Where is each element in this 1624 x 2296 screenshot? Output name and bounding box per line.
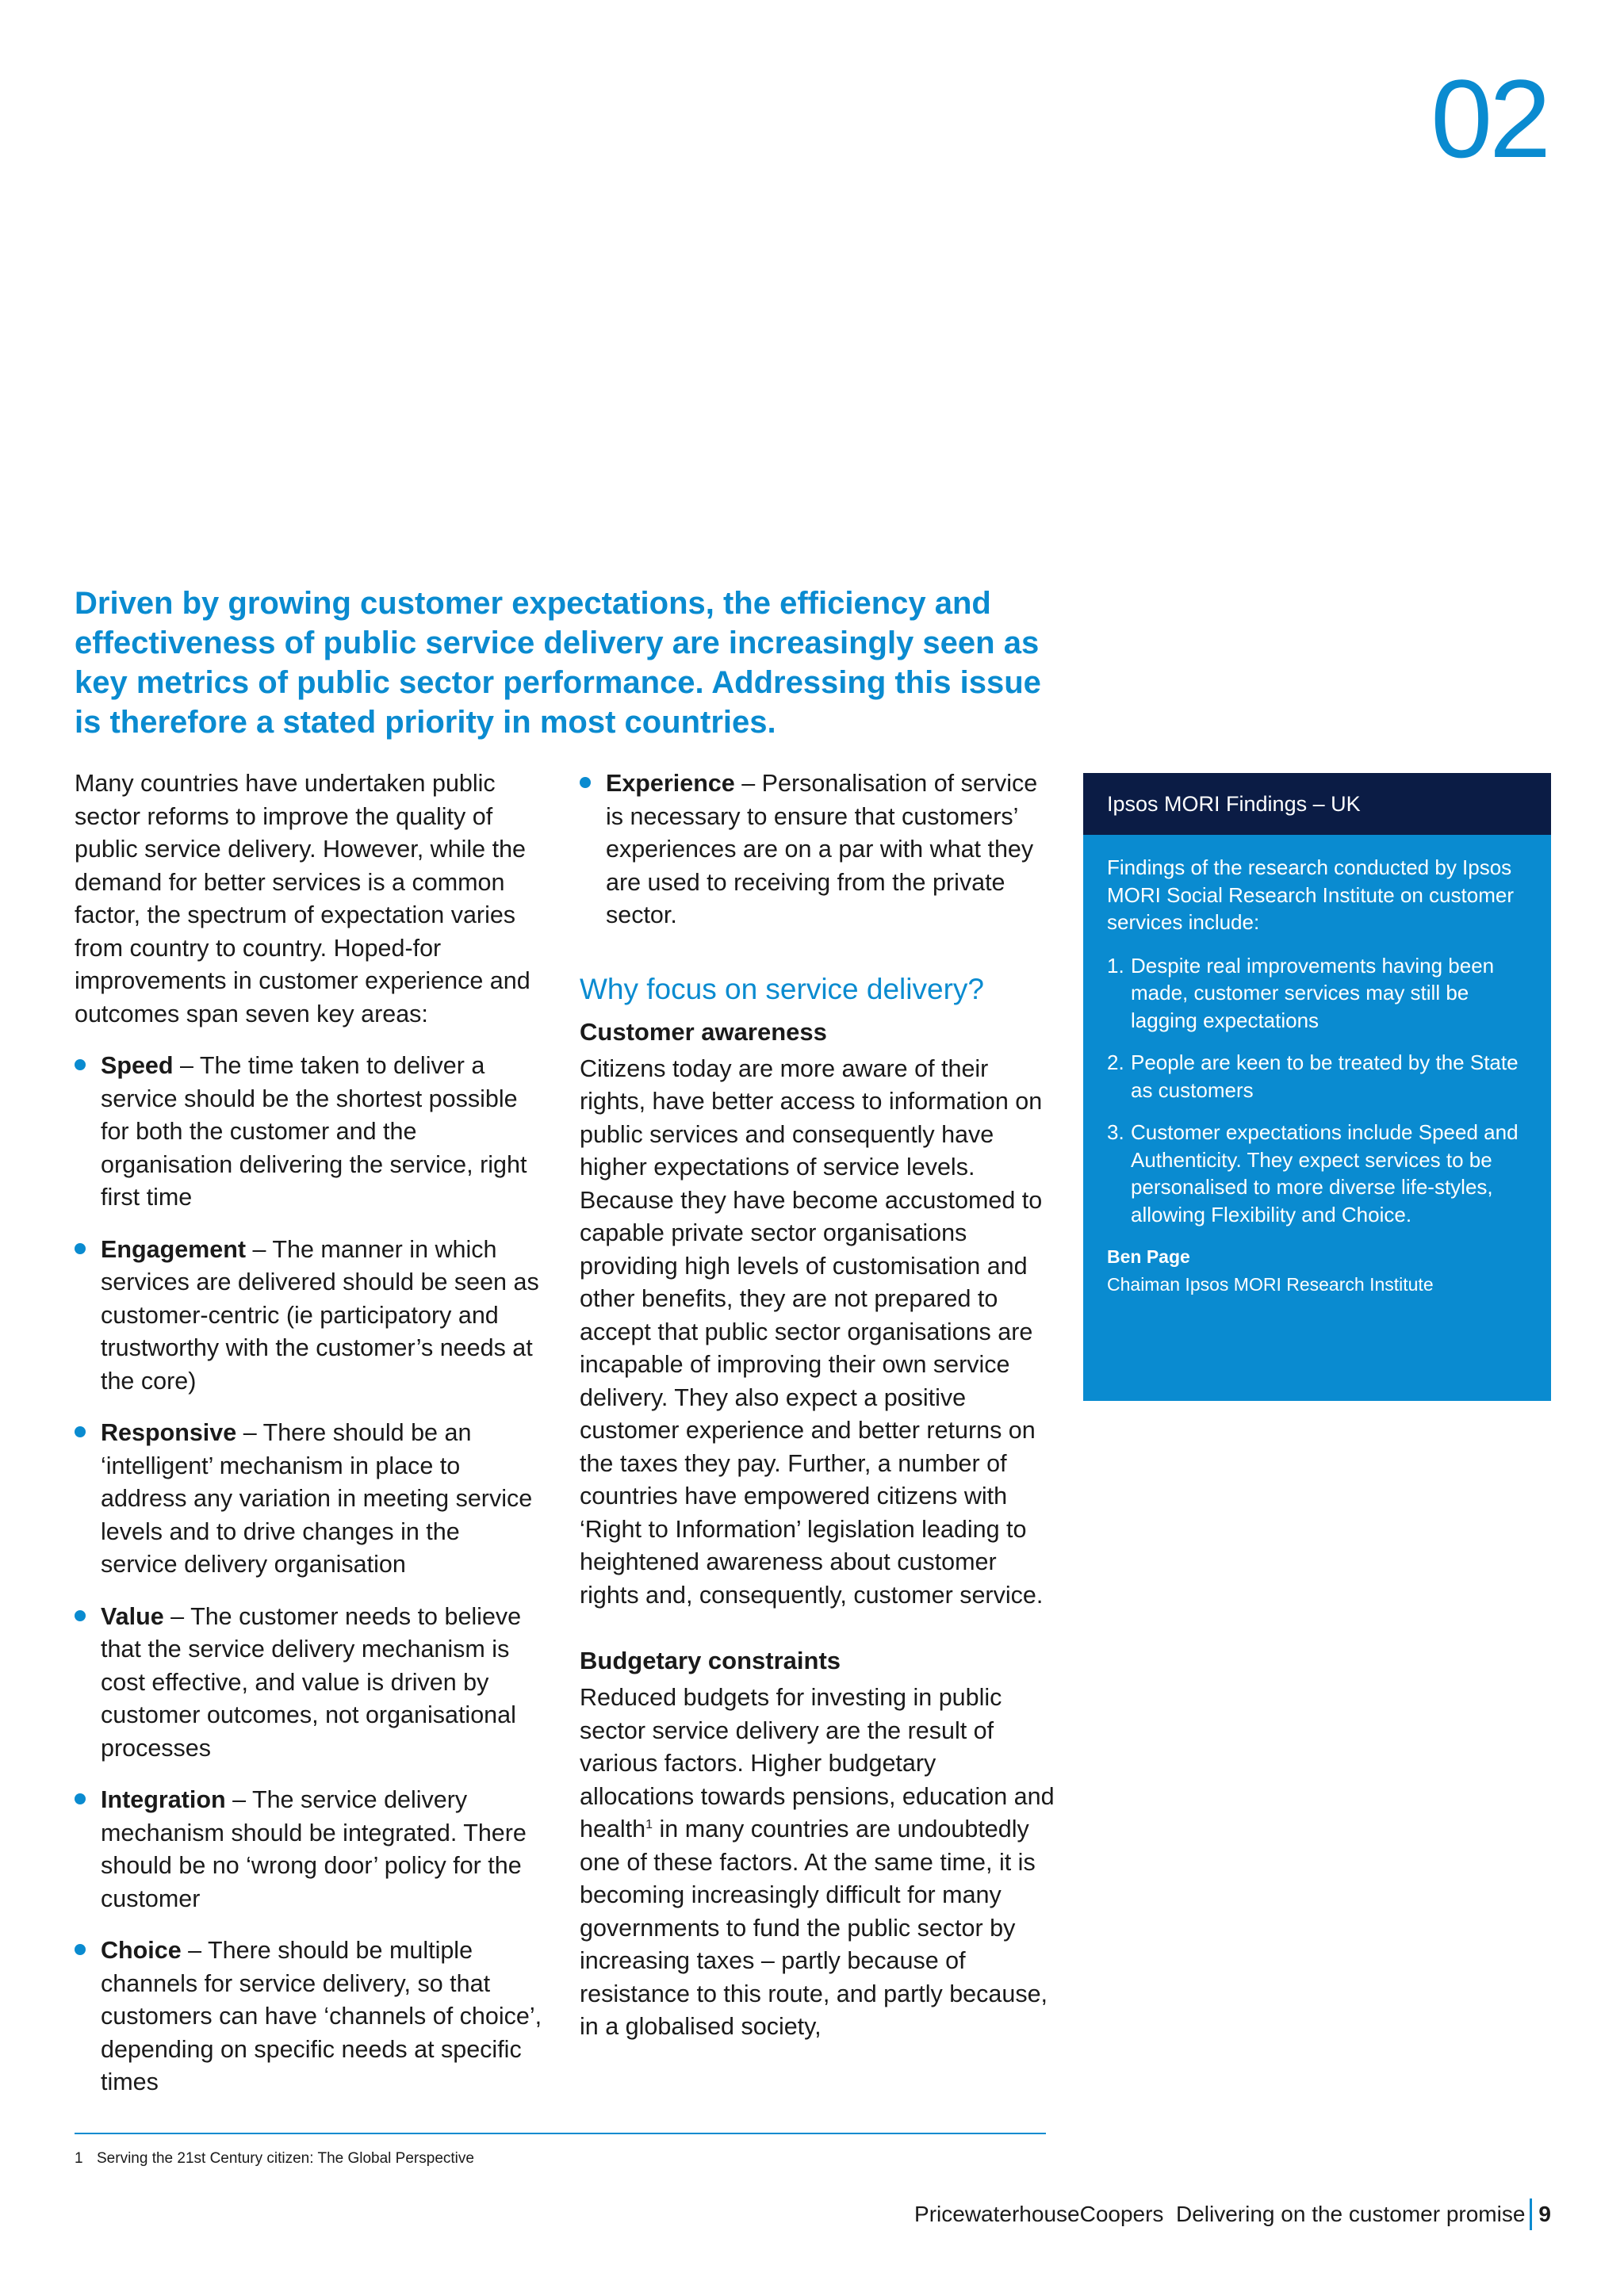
subheading-customer-awareness: Customer awareness bbox=[580, 1017, 827, 1046]
budgetary-text-start: Reduced budgets for investing in public sector service delivery are the result of various factors. Higher budgetary allocations towards pensions, education and health bbox=[580, 1684, 1055, 1843]
bullet-text: – There should be an ‘intelligent’ mechanism in place to address any variation in meeting service levels and to drive changes in the service delivery organisation bbox=[101, 1419, 533, 1578]
customer-awareness-paragraph: Citizens today are more aware of their rights, have better access to information on public services and consequently have higher expectations of service levels. Because they have become accustomed to capable private sector organisations providing high levels of customisation and other benefits, they are not prepared to accept that public sector organisations are incapable of improving their own service delivery. They also expect a positive customer experience and better returns on the taxes they pay. Further, a number of countries have empowered citizens with ‘Right to Information’ legislation leading to heightened awareness about customer rights and, consequently, customer service. bbox=[580, 1054, 1044, 1609]
list-item-integration bbox=[75, 1784, 542, 1915]
sidebar-intro: Findings of the research conducted by Ipsos MORI Social Research Institute on customer services include: bbox=[1107, 855, 1514, 934]
bullet-term: Experience bbox=[606, 770, 735, 797]
bullet-term: Value bbox=[101, 1602, 164, 1630]
finding-text: People are keen to be treated by the State as customers bbox=[1131, 1050, 1519, 1102]
findings-list bbox=[1107, 952, 1527, 1229]
footnote-text: Serving the 21st Century citizen: The Global Perspective bbox=[97, 2150, 474, 2167]
left-intro-paragraph: Many countries have undertaken public sector reforms to improve the quality of public service delivery. However, while the demand for better services is a common factor, the spectrum of expectation varies from country to country. Hoped-for improvements in customer experience and outcomes span seven key areas: bbox=[75, 770, 530, 1027]
footnote-divider bbox=[75, 2133, 1046, 2134]
bullet-text: – There should be multiple channels for service delivery, so that customers can have ‘channels of choice’, depending on specific needs at specific times bbox=[101, 1937, 542, 2095]
footer-divider bbox=[1530, 2198, 1532, 2230]
finding-item bbox=[1107, 952, 1527, 1035]
finding-text: Despite real improvements having been made, customer services may still be lagging expectations bbox=[1131, 953, 1495, 1032]
signature-title: Chaiman Ipsos MORI Research Institute bbox=[1107, 1273, 1434, 1295]
section-heading: Why focus on service delivery? bbox=[580, 972, 984, 1005]
finding-number: 1. bbox=[1107, 953, 1124, 978]
experience-list bbox=[580, 767, 1055, 932]
budgetary-paragraph bbox=[580, 1682, 1055, 2044]
finding-number: 3. bbox=[1107, 1120, 1124, 1144]
left-column bbox=[75, 767, 542, 2099]
footnote-number: 1 bbox=[75, 2150, 83, 2167]
page-number: 9 bbox=[1538, 2202, 1551, 2226]
sidebar-title: Ipsos MORI Findings – UK bbox=[1083, 773, 1551, 835]
intro-heading: Driven by growing customer expectations, the efficiency and effectiveness of public service delivery are increasingly seen as key metrics of public sector performance. Addressing this issue is therefore a stated priority in most countries. bbox=[75, 586, 1041, 740]
bullet-term: Choice bbox=[101, 1937, 182, 1964]
list-item-engagement bbox=[75, 1234, 542, 1399]
footnote-reference: 1 bbox=[645, 1817, 653, 1831]
list-item-speed bbox=[75, 1050, 542, 1215]
finding-text: Customer expectations include Speed and Authenticity. They expect services to be personalised to more diverse life-styles, allowing Flexibility and Choice. bbox=[1131, 1120, 1519, 1226]
list-item-choice bbox=[75, 1934, 542, 2099]
signature-name: Ben Page bbox=[1107, 1246, 1190, 1267]
list-item-responsive bbox=[75, 1417, 542, 1582]
bullet-term: Responsive bbox=[101, 1419, 237, 1446]
finding-item bbox=[1107, 1119, 1527, 1228]
bullet-text: – The time taken to deliver a service should be the shortest possible for both the customer and the organisation delivering the service, right first time bbox=[101, 1052, 527, 1211]
list-item-experience bbox=[580, 767, 1055, 932]
bullet-term: Integration bbox=[101, 1786, 226, 1813]
findings-sidebar bbox=[1083, 773, 1551, 1401]
bullet-term: Engagement bbox=[101, 1235, 247, 1263]
footer-publication: Delivering on the customer promise bbox=[1176, 2202, 1526, 2226]
bullet-text: – Personalisation of service is necessary to ensure that customers’ experiences are on a par with what they are used to receiving from the private sector. bbox=[606, 770, 1038, 928]
bullet-text: – The customer needs to believe that the service delivery mechanism is cost effective, and value is driven by customer outcomes, not organisational processes bbox=[101, 1602, 522, 1762]
chapter-number: 02 bbox=[1431, 56, 1548, 181]
footnote bbox=[75, 2149, 474, 2169]
bullet-term: Speed bbox=[101, 1052, 174, 1079]
bullet-text: – The service delivery mechanism should be integrated. There should be no ‘wrong door’ policy for the customer bbox=[101, 1786, 527, 1912]
finding-item bbox=[1107, 1049, 1527, 1104]
footer-company: PricewaterhouseCoopers bbox=[914, 2202, 1164, 2226]
subheading-budgetary-constraints: Budgetary constraints bbox=[580, 1647, 841, 1674]
sidebar-body bbox=[1083, 835, 1551, 1298]
budgetary-text-end: in many countries are undoubtedly one of these factors. At the same time, it is becoming increasingly difficult for many governments to fund the public sector by increasing taxes – partly because of resistance to this route, and partly because, in a globalised society, bbox=[580, 1816, 1048, 2040]
page-footer bbox=[914, 2198, 1551, 2230]
bullet-text: – The manner in which services are delivered should be seen as customer-centric (ie participatory and trustworthy with the customer’s needs at the core) bbox=[101, 1235, 539, 1395]
middle-column bbox=[580, 767, 1055, 2044]
finding-number: 2. bbox=[1107, 1050, 1124, 1074]
list-item-value bbox=[75, 1601, 542, 1766]
key-areas-list bbox=[75, 1050, 542, 2099]
